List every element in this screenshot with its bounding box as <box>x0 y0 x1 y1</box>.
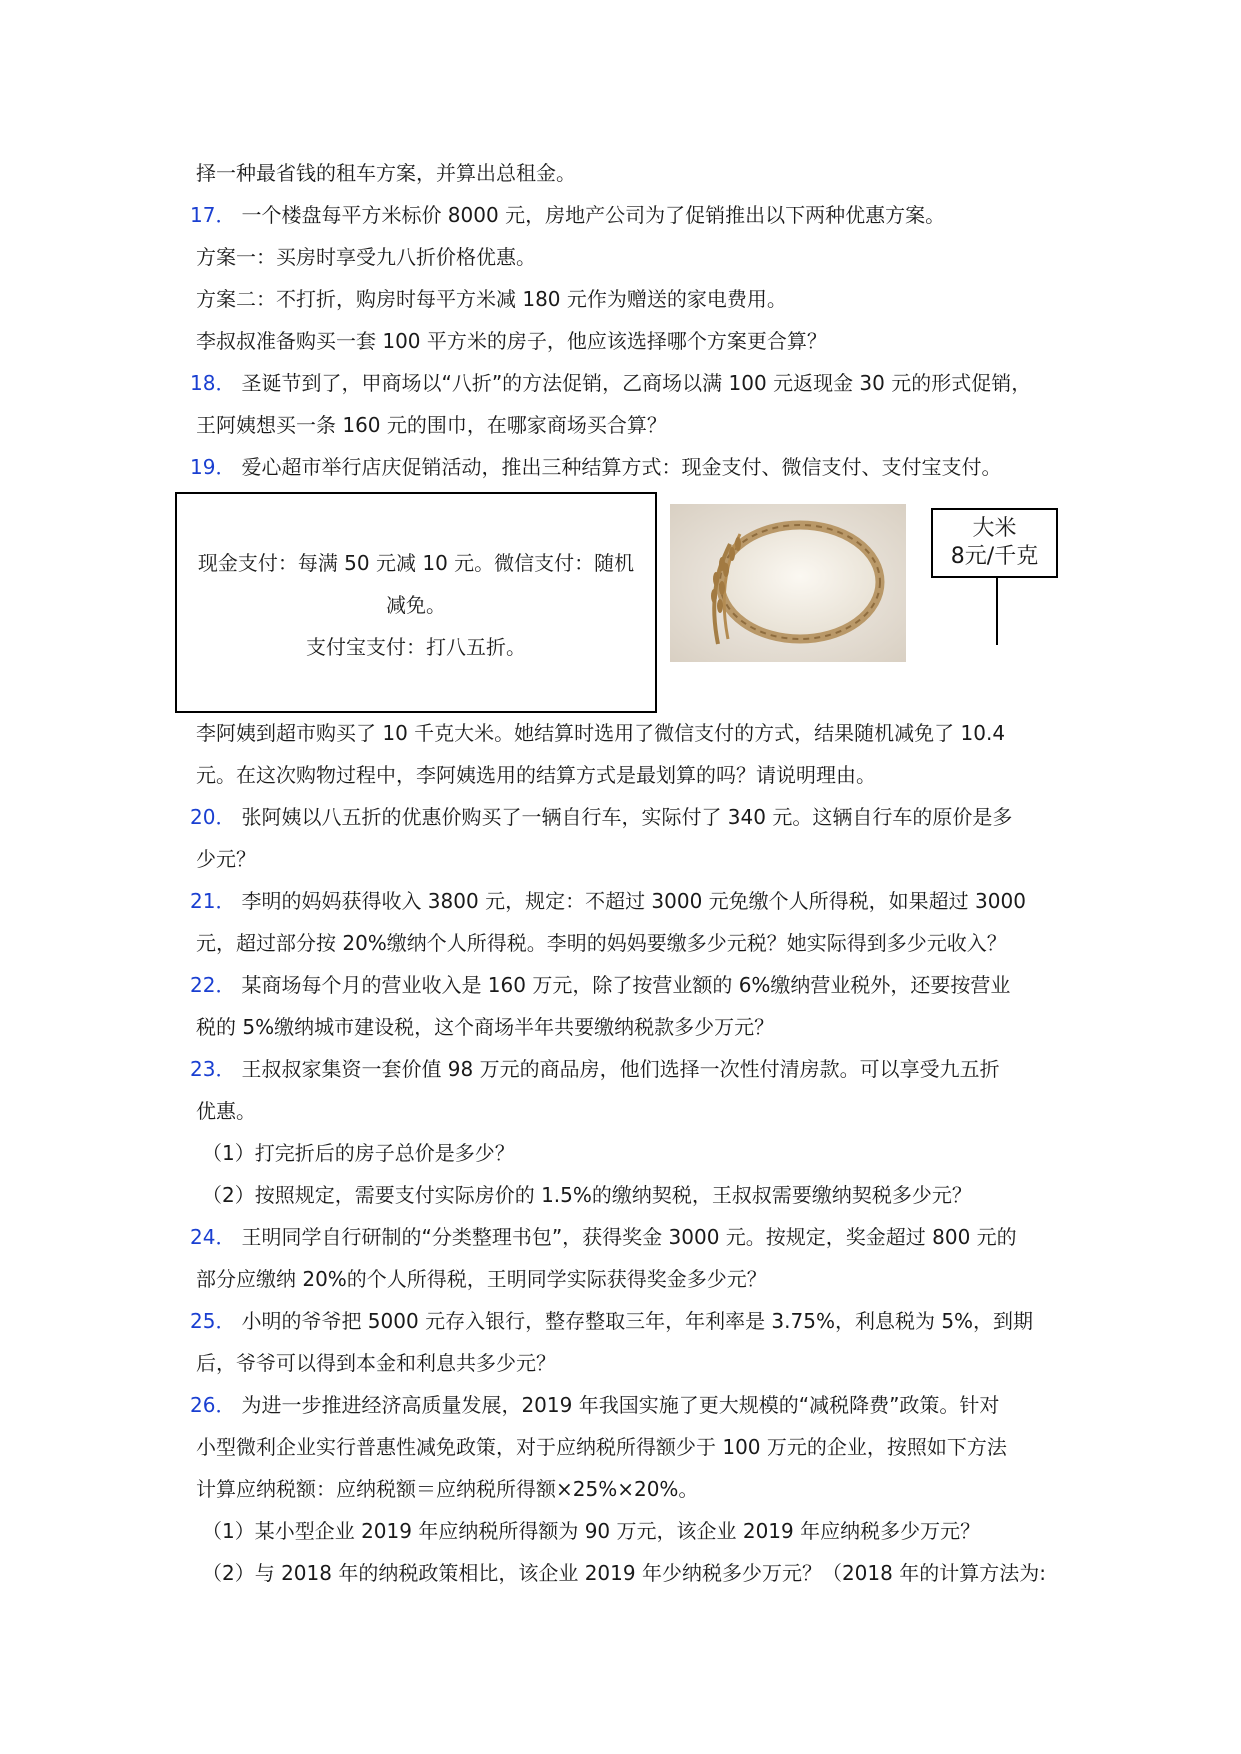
text-line: 李阿姨到超市购买了 10 千克大米。她结算时选用了微信支付的方式，结果随机减免了 10.4 <box>196 721 1006 745</box>
text-line: 优惠。 <box>196 1099 256 1123</box>
sub-question: （2）按照规定，需要支付实际房价的 1.5%的缴纳契税，王叔叔需要缴纳契税多少元？ <box>202 1183 972 1207</box>
text-line: 少元？ <box>196 847 256 871</box>
text-line: 元。在这次购物过程中，李阿姨选用的结算方式是最划算的吗？请说明理由。 <box>196 763 876 787</box>
sign-pole <box>996 578 998 645</box>
text-line: 税的 5%缴纳城市建设税，这个商场半年共要缴纳税款多少万元？ <box>196 1015 775 1039</box>
question-22: 22． 某商场每个月的营业收入是 160 万元，除了按营业额的 6%缴纳营业税外，还要按营业 <box>190 973 1011 997</box>
text-line: 元，超过部分按 20%缴纳个人所得税。李明的妈妈要缴多少元税？她实际得到多少元收入？ <box>196 931 1007 955</box>
sign-product-name: 大米 <box>972 516 1017 541</box>
question-18: 18． 圣诞节到了，甲商场以“八折”的方法促销，乙商场以满 100 元返现金 30 元的形式促销， <box>190 371 1032 395</box>
payment-line: 减免。 <box>386 593 446 617</box>
text-line: 部分应缴纳 20%的个人所得税，王明同学实际获得奖金多少元？ <box>196 1267 767 1291</box>
text-line: 李叔叔准备购买一套 100 平方米的房子，他应该选择哪个方案更合算？ <box>196 329 827 353</box>
payment-methods-box <box>175 492 657 713</box>
question-17: 17． 一个楼盘每平方米标价 8000 元，房地产公司为了促销推出以下两种优惠方案。 <box>190 203 946 227</box>
rice-price-sign <box>931 508 1058 578</box>
text-line: 择一种最省钱的租车方案，并算出总租金。 <box>196 161 576 185</box>
question-24: 24． 王明同学自行研制的“分类整理书包”，获得奖金 3000 元。按规定，奖金超过 800 元的 <box>190 1225 1017 1249</box>
sub-question: （2）与 2018 年的纳税政策相比，该企业 2019 年少纳税多少万元？（2018 年的计算方法为: <box>202 1561 1046 1585</box>
rice-photo <box>670 504 906 662</box>
question-20: 20． 张阿姨以八五折的优惠价购买了一辆自行车，实际付了 340 元。这辆自行车的原价是多 <box>190 805 1013 829</box>
question-21: 21． 李明的妈妈获得收入 3800 元，规定：不超过 3000 元免缴个人所得税，如果超过 3000 <box>190 889 1026 913</box>
text-line: 方案二：不打折，购房时每平方米减 180 元作为赠送的家电费用。 <box>196 287 787 311</box>
text-line: 王阿姨想买一条 160 元的围巾，在哪家商场买合算？ <box>196 413 667 437</box>
sub-question: （1）打完折后的房子总价是多少？ <box>202 1141 515 1165</box>
question-26: 26． 为进一步推进经济高质量发展，2019 年我国实施了更大规模的“减税降费”政策。针对 <box>190 1393 1000 1417</box>
rice-bowl-image <box>670 504 906 662</box>
payment-line: 现金支付：每满 50 元减 10 元。微信支付：随机 <box>197 551 635 575</box>
question-25: 25． 小明的爷爷把 5000 元存入银行，整存整取三年，年利率是 3.75%，利息税为 5%，到期 <box>190 1309 1034 1333</box>
text-line: 后，爷爷可以得到本金和利息共多少元？ <box>196 1351 556 1375</box>
text-line: 计算应纳税额：应纳税额＝应纳税所得额×25%×20%。 <box>196 1477 699 1501</box>
sign-price: 8元/千克 <box>950 544 1039 569</box>
question-23: 23． 王叔叔家集资一套价值 98 万元的商品房，他们选择一次性付清房款。可以享受九五折 <box>190 1057 1000 1081</box>
sub-question: （1）某小型企业 2019 年应纳税所得额为 90 万元，该企业 2019 年应纳税多少万元？ <box>202 1519 981 1543</box>
question-19: 19． 爱心超市举行店庆促销活动，推出三种结算方式：现金支付、微信支付、支付宝支付。 <box>190 455 1002 479</box>
text-line: 小型微利企业实行普惠性减免政策，对于应纳税所得额少于 100 万元的企业，按照如下方法 <box>196 1435 1007 1459</box>
text-line: 方案一：买房时享受九八折价格优惠。 <box>196 245 536 269</box>
payment-line: 支付宝支付：打八五折。 <box>306 635 526 659</box>
